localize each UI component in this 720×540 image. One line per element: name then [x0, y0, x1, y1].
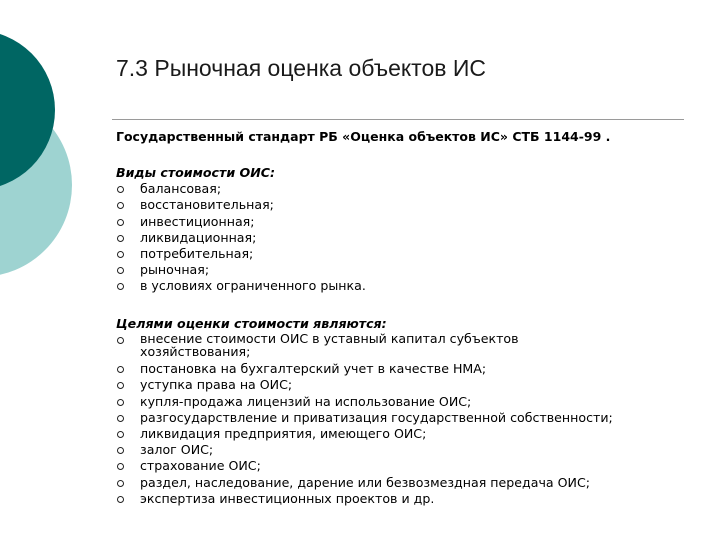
list-item-text: ликвидационная;	[140, 229, 257, 245]
list-item	[116, 246, 366, 262]
list-item-text: экспертиза инвестиционных проектов и др.	[140, 490, 435, 506]
decorative-circles	[0, 0, 120, 300]
circle-bullet-icon	[117, 480, 124, 487]
list-item-text: раздел, наследование, дарение или безвозмездная передача ОИС;	[140, 474, 590, 490]
value-types-section	[116, 165, 366, 295]
list-item-text: восстановительная;	[140, 197, 274, 213]
circle-bullet-icon	[117, 447, 124, 454]
circle-bullet-icon	[117, 496, 124, 503]
list-item-text: купля-продажа лицензий на использование ОИС;	[140, 393, 472, 409]
list-item-text: ликвидация предприятия, имеющего ОИС;	[140, 426, 427, 442]
circle-bullet-icon	[117, 431, 124, 438]
list-item	[116, 394, 613, 410]
list-item-text: разгосударствление и приватизация государственной собственности;	[140, 409, 613, 425]
circle-bullet-icon	[117, 186, 124, 193]
list-item	[116, 332, 580, 361]
list-item-text: в условиях ограниченного рынка.	[140, 278, 366, 294]
list-item-text: внесение стоимости ОИС в уставный капитал субъектов хозяйствования;	[140, 331, 519, 360]
list-item	[116, 426, 613, 442]
circle-bullet-icon	[117, 399, 124, 406]
title-divider	[112, 119, 684, 120]
circle-bullet-icon	[117, 235, 124, 242]
list-item-text: балансовая;	[140, 181, 222, 197]
circle-bullet-icon	[117, 219, 124, 226]
circle-bullet-icon	[117, 251, 124, 258]
list-item	[116, 361, 613, 377]
list-item	[116, 230, 366, 246]
circle-bullet-icon	[117, 283, 124, 290]
value-types-list	[116, 181, 366, 294]
circle-bullet-icon	[117, 463, 124, 470]
circle-bullet-icon	[117, 366, 124, 373]
list-item-text: рыночная;	[140, 262, 210, 278]
circle-bullet-icon	[117, 267, 124, 274]
list-item-text: потребительная;	[140, 246, 254, 262]
list-item	[116, 458, 613, 474]
circle-bullet-icon	[117, 382, 124, 389]
list-item	[116, 377, 613, 393]
list-item-text: страхование ОИС;	[140, 458, 261, 474]
value-types-heading: Виды стоимости ОИС:	[116, 165, 276, 180]
list-item-text: инвестиционная;	[140, 213, 255, 229]
list-item	[116, 491, 613, 507]
slide-title: 7.3 Рыночная оценка объектов ИС	[116, 55, 486, 81]
goals-list	[116, 332, 613, 507]
list-item	[116, 442, 613, 458]
list-item	[116, 197, 366, 213]
list-item	[116, 214, 366, 230]
list-item-text: постановка на бухгалтерский учет в качестве НМА;	[140, 361, 487, 377]
goals-section	[116, 316, 613, 507]
standard-reference: Государственный стандарт РБ «Оценка объектов ИС» СТБ 1144-99 .	[116, 129, 611, 144]
list-item-text: уступка права на ОИС;	[140, 377, 293, 393]
circle-bullet-icon	[117, 337, 124, 344]
list-item	[116, 475, 613, 491]
circle-bullet-icon	[117, 415, 124, 422]
list-item	[116, 278, 366, 294]
list-item-text: залог ОИС;	[140, 442, 214, 458]
circle-bullet-icon	[117, 202, 124, 209]
list-item	[116, 262, 366, 278]
list-item	[116, 410, 613, 426]
list-item	[116, 181, 366, 197]
goals-heading: Целями оценки стоимости являются:	[116, 316, 387, 331]
